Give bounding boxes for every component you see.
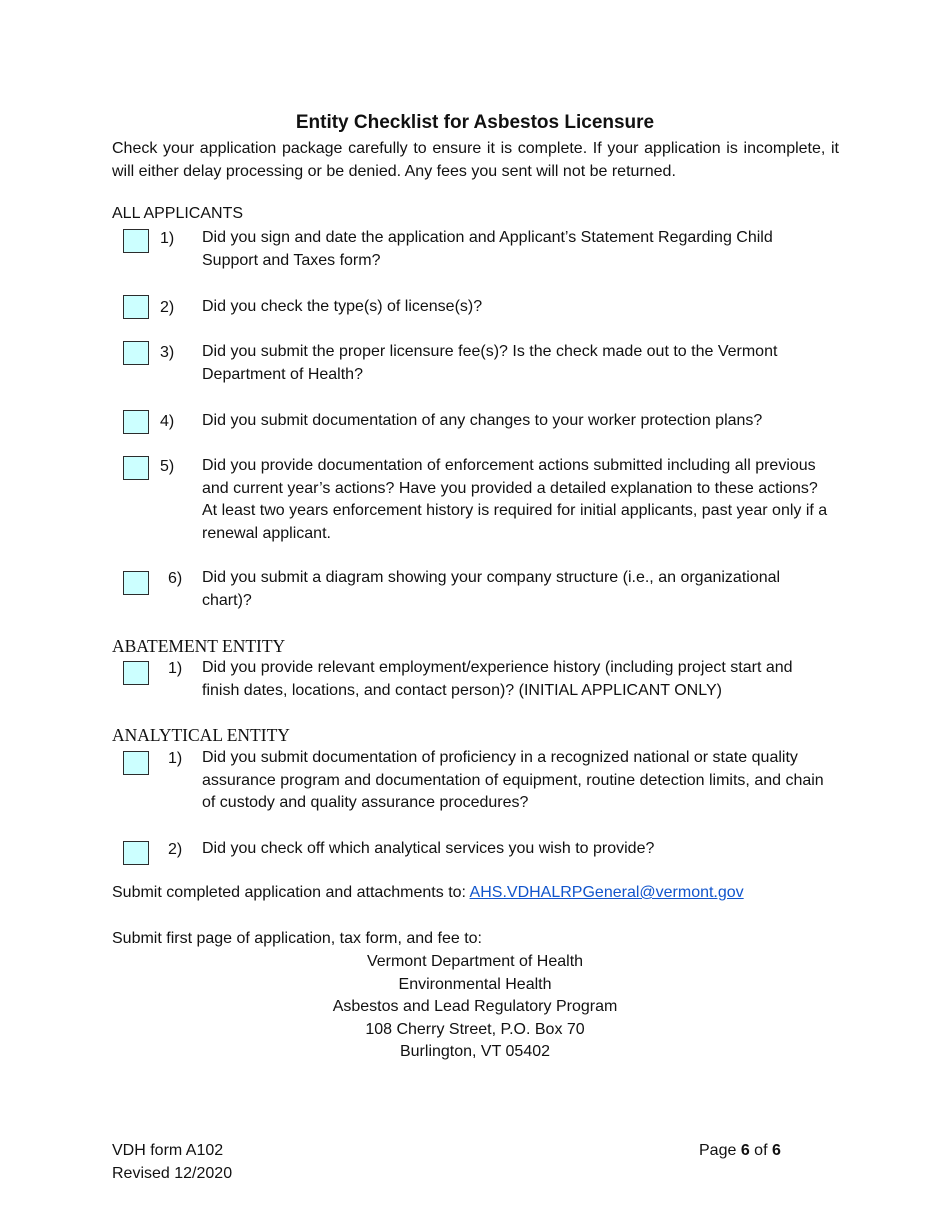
page-title: Entity Checklist for Asbestos Licensure: [295, 112, 655, 133]
mailing-address: [0, 951, 950, 1064]
submit-mail-text: Submit first page of application, tax form, and fee to:: [112, 930, 482, 947]
page-prefix: Page: [699, 1142, 741, 1159]
item-number: 2): [168, 841, 183, 858]
submit-email-prefix: Submit completed application and attachments to:: [112, 884, 470, 901]
revision-date: Revised 12/2020: [112, 1165, 233, 1182]
intro-paragraph: Check your application package carefully to ensure it is complete. If your application is incomplete, it will either delay processing or be denied. Any fees you sent will not be returned.: [112, 140, 839, 180]
page-of: of: [749, 1142, 772, 1159]
section-label-analytical-entity: ANALYTICAL ENTITY: [112, 725, 290, 745]
section-label-all-applicants: ALL APPLICANTS: [112, 205, 244, 222]
item-text: Did you provide relevant employment/experience history (including project start and finish dates, locations, and contact person)? (INITIAL APPLICANT ONLY): [202, 659, 793, 699]
item-number: 5): [160, 458, 175, 475]
checkbox[interactable]: [123, 410, 149, 434]
checkbox[interactable]: [123, 456, 149, 480]
item-number: 1): [168, 750, 183, 767]
address-line: Environmental Health: [398, 975, 552, 993]
footer-form-info: [112, 1139, 232, 1185]
page-number: [699, 1139, 781, 1162]
address-line: Burlington, VT 05402: [399, 1043, 551, 1061]
item-text: Did you check the type(s) of license(s)?: [202, 298, 483, 315]
item-number: 4): [160, 413, 175, 430]
checkbox[interactable]: [123, 751, 149, 775]
item-text: Did you sign and date the application and Applicant’s Statement Regarding Child Support and Taxes form?: [202, 229, 773, 269]
item-number: 1): [168, 660, 183, 677]
item-number: 2): [160, 299, 175, 316]
page-total: 6: [771, 1142, 781, 1159]
address-line: 108 Cherry Street, P.O. Box 70: [365, 1020, 585, 1038]
page-current: 6: [740, 1142, 750, 1159]
item-number: 3): [160, 344, 175, 361]
section-label-abatement-entity: ABATEMENT ENTITY: [112, 636, 286, 656]
item-text: Did you provide documentation of enforcement actions submitted including all previous and current year’s actions? Have you provided a detailed explanation to these actions? At least two years enforcement history is required for initial applicants, past year only if a renewal applicant.: [202, 457, 828, 542]
address-line: Asbestos and Lead Regulatory Program: [332, 998, 618, 1016]
checkbox[interactable]: [123, 841, 149, 865]
item-text: Did you submit documentation of any changes to your worker protection plans?: [202, 412, 763, 429]
checkbox[interactable]: [123, 341, 149, 365]
item-text: Did you submit documentation of proficiency in a recognized national or state quality assurance program and documentation of equipment, routine detection limits, and chain of custody and quality assurance procedures?: [202, 749, 824, 811]
checkbox[interactable]: [123, 661, 149, 685]
item-text: Did you check off which analytical services you wish to provide?: [202, 840, 655, 857]
submit-email-line: [112, 884, 744, 902]
checkbox[interactable]: [123, 295, 149, 319]
item-number: 6): [168, 570, 183, 587]
item-text: Did you submit the proper licensure fee(s)? Is the check made out to the Vermont Department of Health?: [202, 343, 778, 383]
form-id: VDH form A102: [112, 1142, 224, 1159]
checkbox[interactable]: [123, 229, 149, 253]
item-text: Did you submit a diagram showing your company structure (i.e., an organizational chart)?: [202, 569, 781, 609]
address-line: Vermont Department of Health: [366, 953, 584, 970]
checkbox[interactable]: [123, 571, 149, 595]
submit-email-link[interactable]: AHS.VDHALRPGeneral@vermont.gov: [469, 884, 744, 901]
item-number: 1): [160, 230, 175, 247]
